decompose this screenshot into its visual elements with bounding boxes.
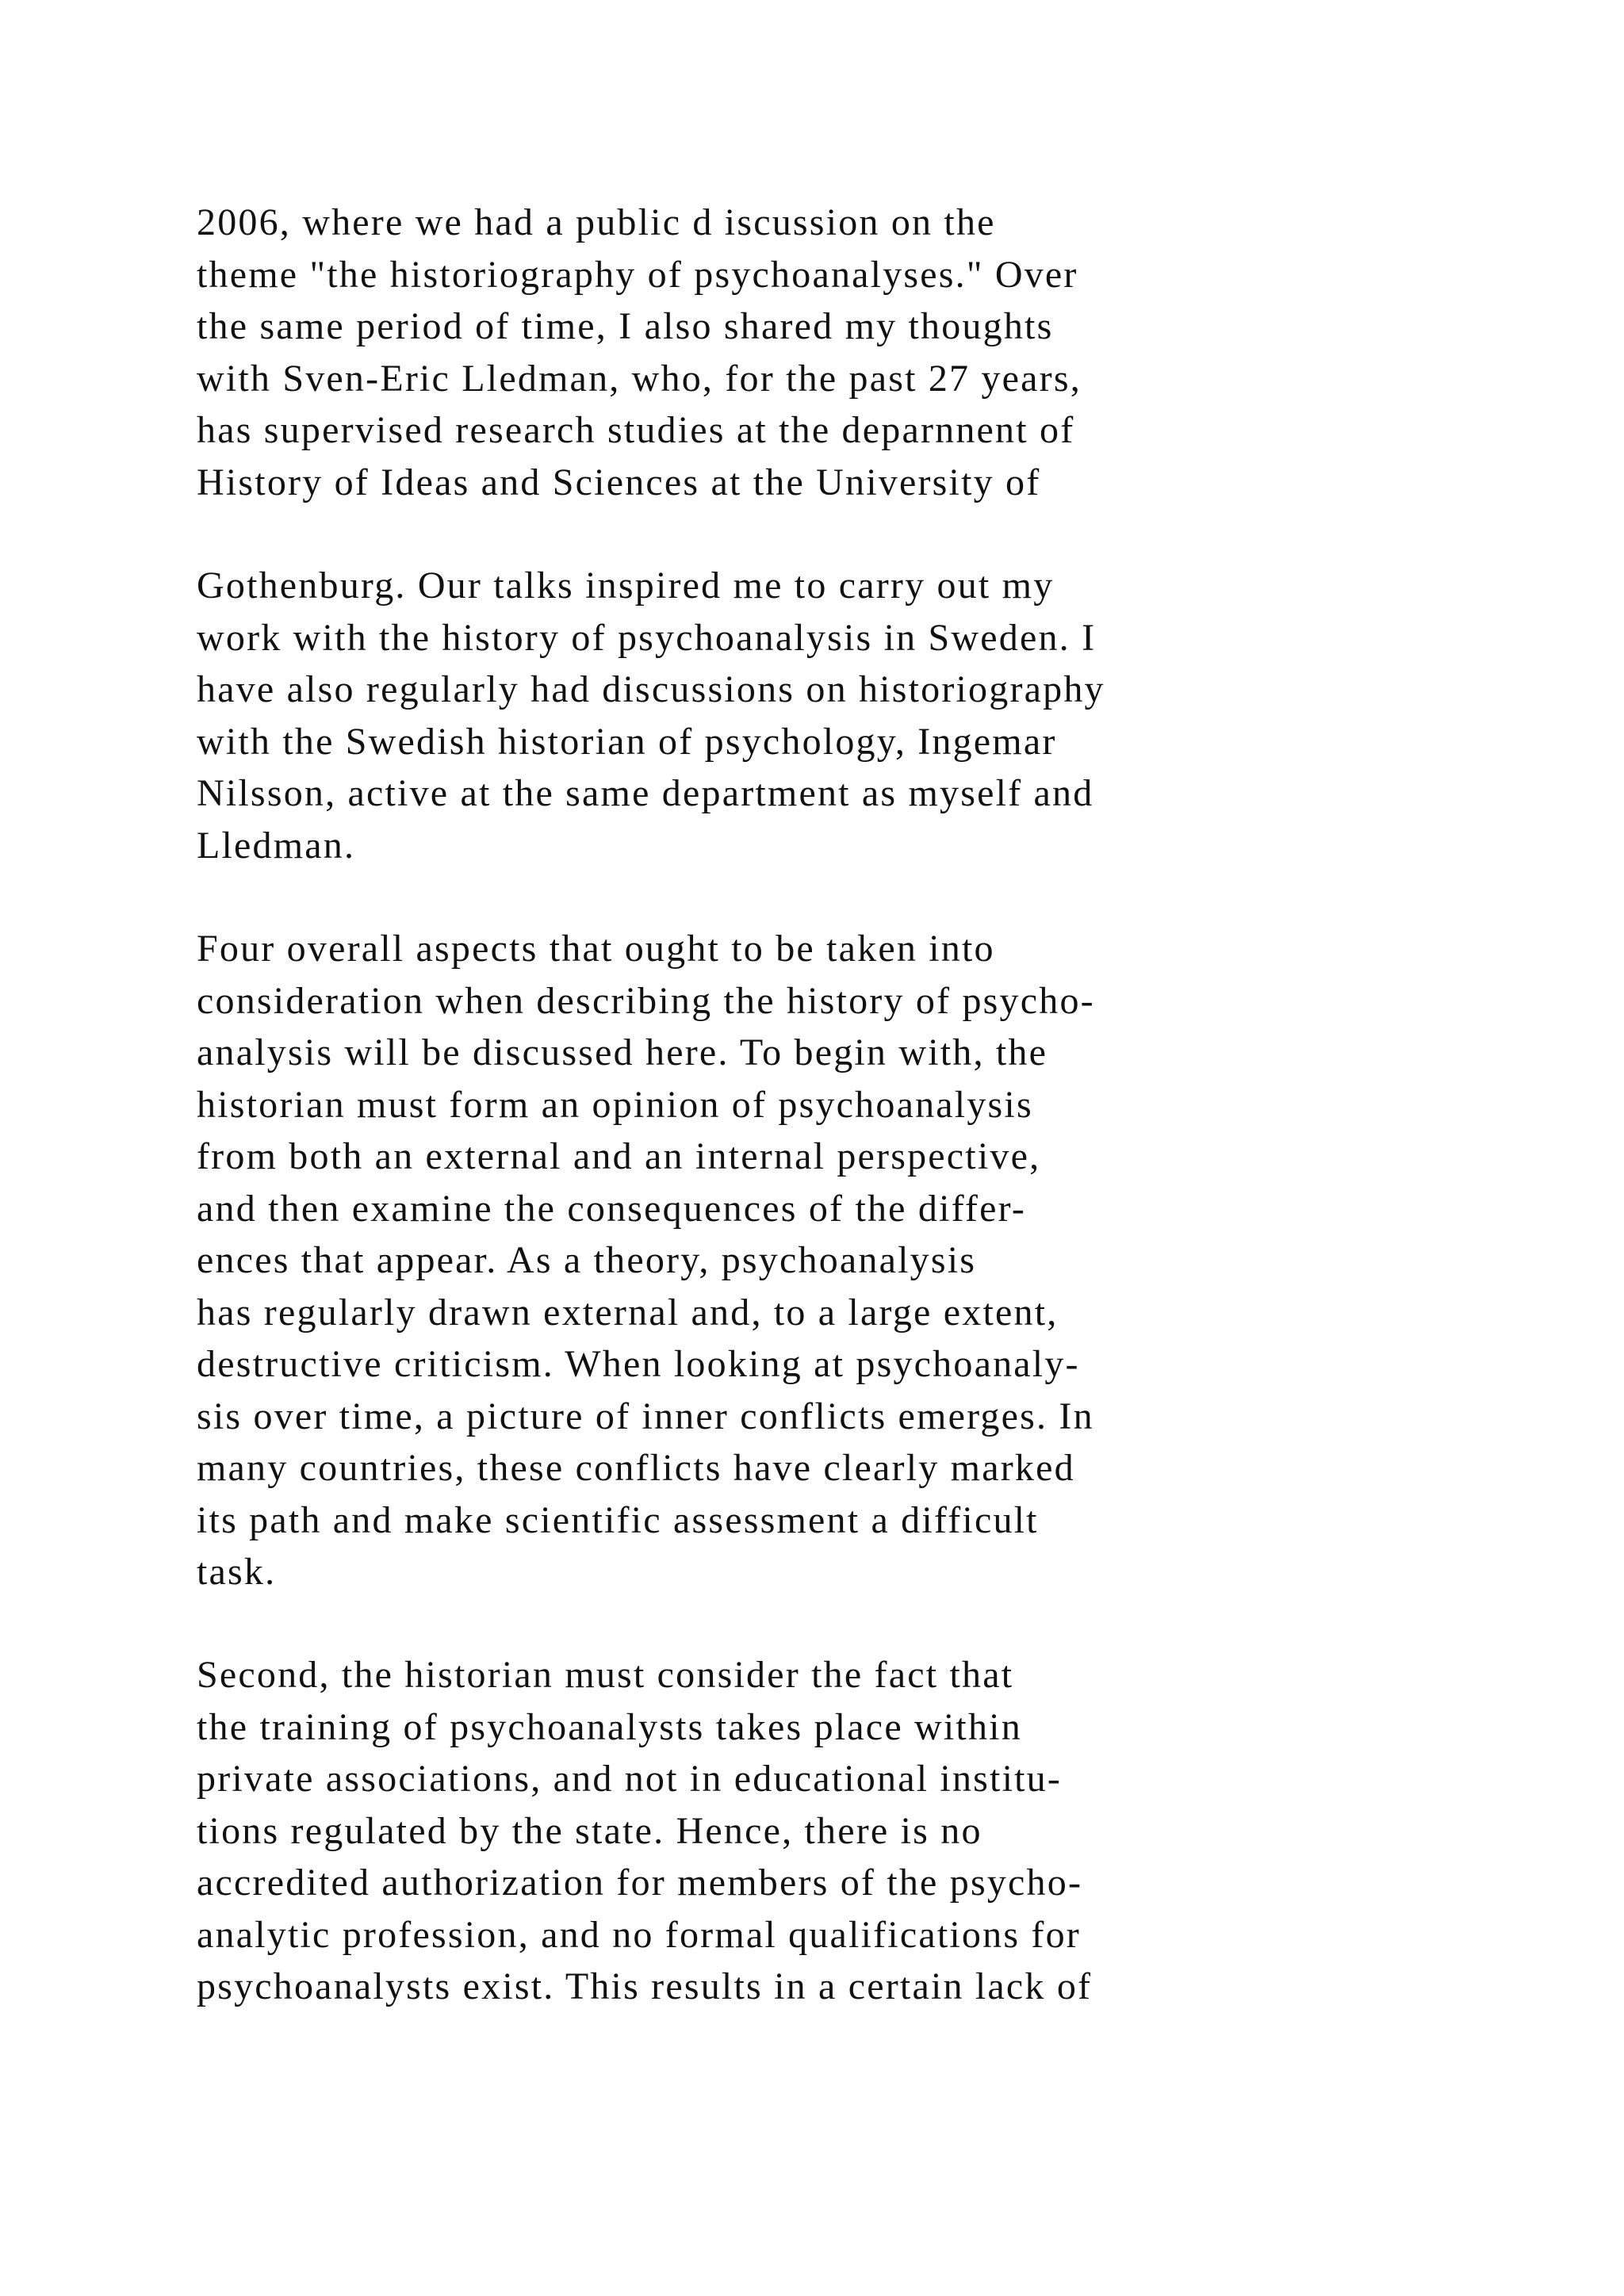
text-line: the training of psychoanalysts takes place within bbox=[197, 1705, 1022, 1748]
text-line: History of Ideas and Sciences at the University of bbox=[197, 461, 1041, 503]
paragraph-1 bbox=[197, 197, 1545, 508]
text-line: many countries, these conflicts have clearly marked bbox=[197, 1447, 1075, 1489]
paragraph-2 bbox=[197, 560, 1545, 871]
text-line: and then examine the consequences of the differ- bbox=[197, 1187, 1027, 1230]
text-line: analytic profession, and no formal qualifications for bbox=[197, 1913, 1081, 1956]
text-line: ences that appear. As a theory, psychoanalysis bbox=[197, 1239, 977, 1281]
paragraph-3 bbox=[197, 923, 1545, 1598]
text-line: has supervised research studies at the deparnnent of bbox=[197, 409, 1075, 451]
text-line: sis over time, a picture of inner conflicts emerges. In bbox=[197, 1395, 1094, 1437]
text-line: have also regularly had discussions on historiography bbox=[197, 668, 1105, 710]
text-line: from both an external and an internal perspective, bbox=[197, 1135, 1041, 1177]
text-line: destructive criticism. When looking at psychoanaly- bbox=[197, 1343, 1080, 1385]
paragraph-4 bbox=[197, 1649, 1545, 2013]
text-line: 2006, where we had a public d iscussion on the bbox=[197, 201, 996, 243]
text-line: accredited authorization for members of the psycho- bbox=[197, 1862, 1083, 1904]
text-line: with Sven-Eric Lledman, who, for the past 27 years, bbox=[197, 357, 1082, 400]
text-line: Second, the historian must consider the fact that bbox=[197, 1654, 1014, 1696]
text-line: its path and make scientific assessment a difficult bbox=[197, 1498, 1039, 1541]
text-line: Nilsson, active at the same department as myself and bbox=[197, 772, 1094, 814]
text-line: with the Swedish historian of psychology, Ingemar bbox=[197, 720, 1057, 763]
text-line: the same period of time, I also shared my thoughts bbox=[197, 305, 1054, 347]
text-line: analysis will be discussed here. To begin with, the bbox=[197, 1031, 1048, 1073]
text-line: work with the history of psychoanalysis in Sweden. I bbox=[197, 616, 1097, 659]
text-line: historian must form an opinion of psychoanalysis bbox=[197, 1083, 1033, 1126]
text-line: consideration when describing the history of psycho- bbox=[197, 979, 1095, 1022]
text-line: Gothenburg. Our talks inspired me to carry out my bbox=[197, 564, 1055, 607]
text-line: has regularly drawn external and, to a large extent, bbox=[197, 1291, 1059, 1334]
text-line: Lledman. bbox=[197, 824, 356, 867]
text-line: private associations, and not in educational institu- bbox=[197, 1758, 1063, 1800]
text-line: tions regulated by the state. Hence, there is no bbox=[197, 1809, 982, 1852]
text-line: Four overall aspects that ought to be taken into bbox=[197, 928, 995, 970]
text-line: theme "the historiography of psychoanalyses." Over bbox=[197, 253, 1078, 296]
text-line: psychoanalysts exist. This results in a certain lack of bbox=[197, 1965, 1093, 2007]
text-line: task. bbox=[197, 1551, 277, 1593]
